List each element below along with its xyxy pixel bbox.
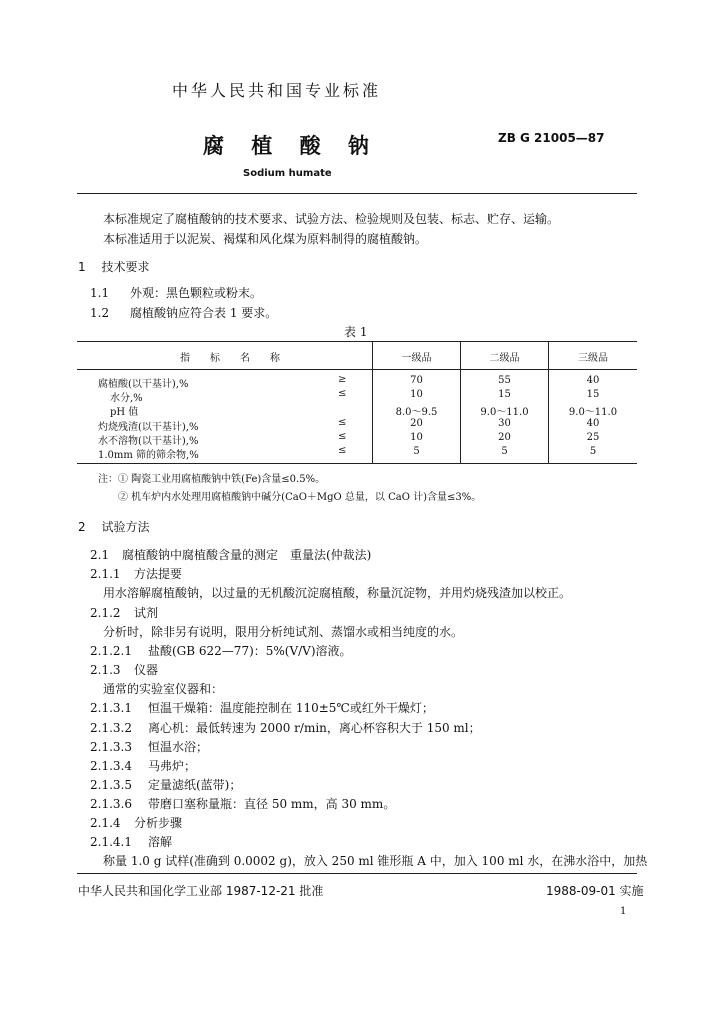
table-cell: 8.0～9.5 <box>395 407 438 418</box>
table-cell: 40 <box>586 418 600 429</box>
table-cell: 15 <box>586 389 600 400</box>
table-row-symbol: ≥ <box>338 374 347 385</box>
table-row-symbol: ≤ <box>338 388 347 399</box>
table-header-grade-1: 一级品 <box>401 353 432 364</box>
clause-2-1-3-4 <box>90 757 196 774</box>
table-caption: 表 1 <box>344 325 368 339</box>
clause-2-1-4-1 <box>90 833 172 850</box>
clause-number: 2.1.3.3 <box>90 740 132 754</box>
clause-number: 2.1.4 <box>90 816 121 830</box>
clause-2-1-3-3 <box>90 738 208 755</box>
clause-text: 溶解 <box>148 835 173 849</box>
table-cell: 5 <box>413 446 420 457</box>
table-row-symbol: ≤ <box>338 417 347 428</box>
body-text: 称量 1.0 g 试样(准确到 0.0002 g)，放入 250 ml 锥形瓶 A 中，加入 100 ml 水，在沸水浴中，加热 <box>103 854 648 868</box>
clause-text: 恒温水浴； <box>148 740 209 754</box>
table-note-2: ② 机车炉内水处理用腐植酸钠中碱分(CaO＋MgO 总量，以 CaO 计)含量≤3%。 <box>118 492 482 503</box>
issuer-title: 中华人民共和国专业标准 <box>172 81 382 100</box>
clause-text: 方法提要 <box>134 567 183 581</box>
clause-text: 仪器 <box>134 663 159 677</box>
clause-number: 2.1.2 <box>90 606 121 620</box>
clause-number: 1.2 <box>90 306 110 320</box>
clause-1-2 <box>90 304 277 321</box>
section-number: 1 <box>78 260 86 274</box>
table-top-rule <box>77 341 637 342</box>
clause-2-1-2-1 <box>90 642 352 659</box>
table-row-name: 水不溶物(以干基计),% <box>98 436 199 447</box>
table-cell: 9.0～11.0 <box>568 407 618 418</box>
clause-text: 定量滤纸(蓝带)； <box>148 778 242 792</box>
table-cell: 5 <box>501 446 508 457</box>
table-cell: 20 <box>498 432 511 443</box>
clause-number: 2.1.3 <box>90 663 121 677</box>
clause-2-1-4 <box>90 814 182 831</box>
table-row-name: 1.0mm 筛的筛余物,% <box>98 450 199 461</box>
section-number: 2 <box>78 520 86 534</box>
table-cell: 5 <box>589 446 597 457</box>
body-text: 用水溶解腐植酸钠，以过量的无机酸沉淀腐植酸，称量沉淀物，并用灼烧残渣加以校正。 <box>103 586 572 600</box>
table-cell: 55 <box>498 375 511 386</box>
clause-text: 离心机：最低转速为 2000 r/min，离心杯容积大于 150 ml； <box>148 721 481 735</box>
body-text: 分析时，除非另有说明，限用分析纯试剂、蒸馏水或相当纯度的水。 <box>103 625 464 639</box>
standard-code: ZB G 21005—87 <box>498 131 605 145</box>
clause-number: 2.1.3.6 <box>90 797 132 811</box>
clause-2-1-3-1 <box>90 699 434 716</box>
clause-text: 腐植酸钠中腐植酸含量的测定 重量法(仲裁法) <box>122 548 372 562</box>
clause-2-1-3 <box>90 661 158 678</box>
table-row-name: 灼烧残渣(以干基计),% <box>98 422 199 433</box>
clause-text: 恒温干燥箱：温度能控制在 110±5℃或红外干燥灯； <box>148 701 434 715</box>
table-cell: 10 <box>410 432 423 443</box>
section-1-heading <box>78 258 149 275</box>
table-cell: 70 <box>410 375 423 386</box>
clause-number: 2.1.4.1 <box>90 835 132 849</box>
clause-number: 2.1.3.5 <box>90 778 132 792</box>
effective-date: 1988-09-01 实施 <box>546 884 644 898</box>
intro-paragraph-1: 本标准规定了腐植酸钠的技术要求、试验方法、检验规则及包装、标志、贮存、运输。 <box>103 212 560 226</box>
table-cell: 20 <box>410 418 423 429</box>
page-number: 1 <box>620 906 627 917</box>
clause-2-1-1 <box>90 565 182 582</box>
table-row-name: 水分,% <box>110 393 143 404</box>
table-row-name: pH 值 <box>110 407 139 418</box>
clause-text: 盐酸(GB 622—77)：5%(V/V)溶液。 <box>148 644 352 658</box>
clause-text: 外观：黑色颗粒或粉末。 <box>130 286 263 300</box>
table-cell: 30 <box>498 418 511 429</box>
clause-number: 2.1.3.2 <box>90 721 132 735</box>
table-cell: 25 <box>586 432 600 443</box>
table-header-name: 指 标 名 称 <box>180 353 280 364</box>
table-header-rule <box>77 369 637 370</box>
table-cell: 40 <box>586 375 600 386</box>
table-note-1: 注：① 陶瓷工业用腐植酸钠中铁(Fe)含量≤0.5%。 <box>98 474 326 485</box>
clause-number: 1.1 <box>90 286 110 300</box>
document-title: 腐 植 酸 钠 <box>203 133 379 158</box>
table-cell: 15 <box>498 389 511 400</box>
clause-2-1 <box>90 546 371 563</box>
header-rule <box>77 193 637 194</box>
table-row-name: 腐植酸(以干基计),% <box>98 379 189 390</box>
section-2-heading <box>78 518 149 535</box>
table-header-grade-3: 三级品 <box>578 353 608 364</box>
english-title: Sodium humate <box>243 168 332 179</box>
body-text: 通常的实验室仪器和： <box>103 682 224 696</box>
clause-number: 2.1 <box>90 548 110 562</box>
clause-text: 分析步骤 <box>134 816 183 830</box>
table-row-symbol: ≤ <box>338 445 347 456</box>
clause-1-1 <box>90 284 262 301</box>
clause-number: 2.1.1 <box>90 567 121 581</box>
clause-text: 试剂 <box>134 606 159 620</box>
clause-number: 2.1.2.1 <box>90 644 132 658</box>
table-bottom-rule <box>77 463 637 464</box>
clause-2-1-3-2 <box>90 719 481 736</box>
table-row-symbol: ≤ <box>338 431 347 442</box>
table-cell: 9.0～11.0 <box>480 407 529 418</box>
intro-paragraph-2: 本标准适用于以泥炭、褐煤和风化煤为原料制得的腐植酸钠。 <box>103 232 428 246</box>
clause-text: 马弗炉； <box>148 759 197 773</box>
section-title: 技术要求 <box>101 260 150 274</box>
clause-text: 带磨口塞称量瓶：直径 50 mm，高 30 mm。 <box>148 797 396 811</box>
clause-number: 2.1.3.1 <box>90 701 132 715</box>
clause-2-1-3-5 <box>90 776 241 793</box>
clause-2-1-3-6 <box>90 795 395 812</box>
table-header-grade-2: 二级品 <box>489 353 520 364</box>
section-title: 试验方法 <box>101 520 150 534</box>
approval-line: 中华人民共和国化学工业部 1987-12-21 批准 <box>78 884 324 898</box>
clause-text: 腐植酸钠应符合表 1 要求。 <box>130 306 278 320</box>
clause-number: 2.1.3.4 <box>90 759 132 773</box>
table-cell: 10 <box>410 389 423 400</box>
clause-2-1-2 <box>90 604 158 621</box>
footer-rule <box>77 873 637 874</box>
